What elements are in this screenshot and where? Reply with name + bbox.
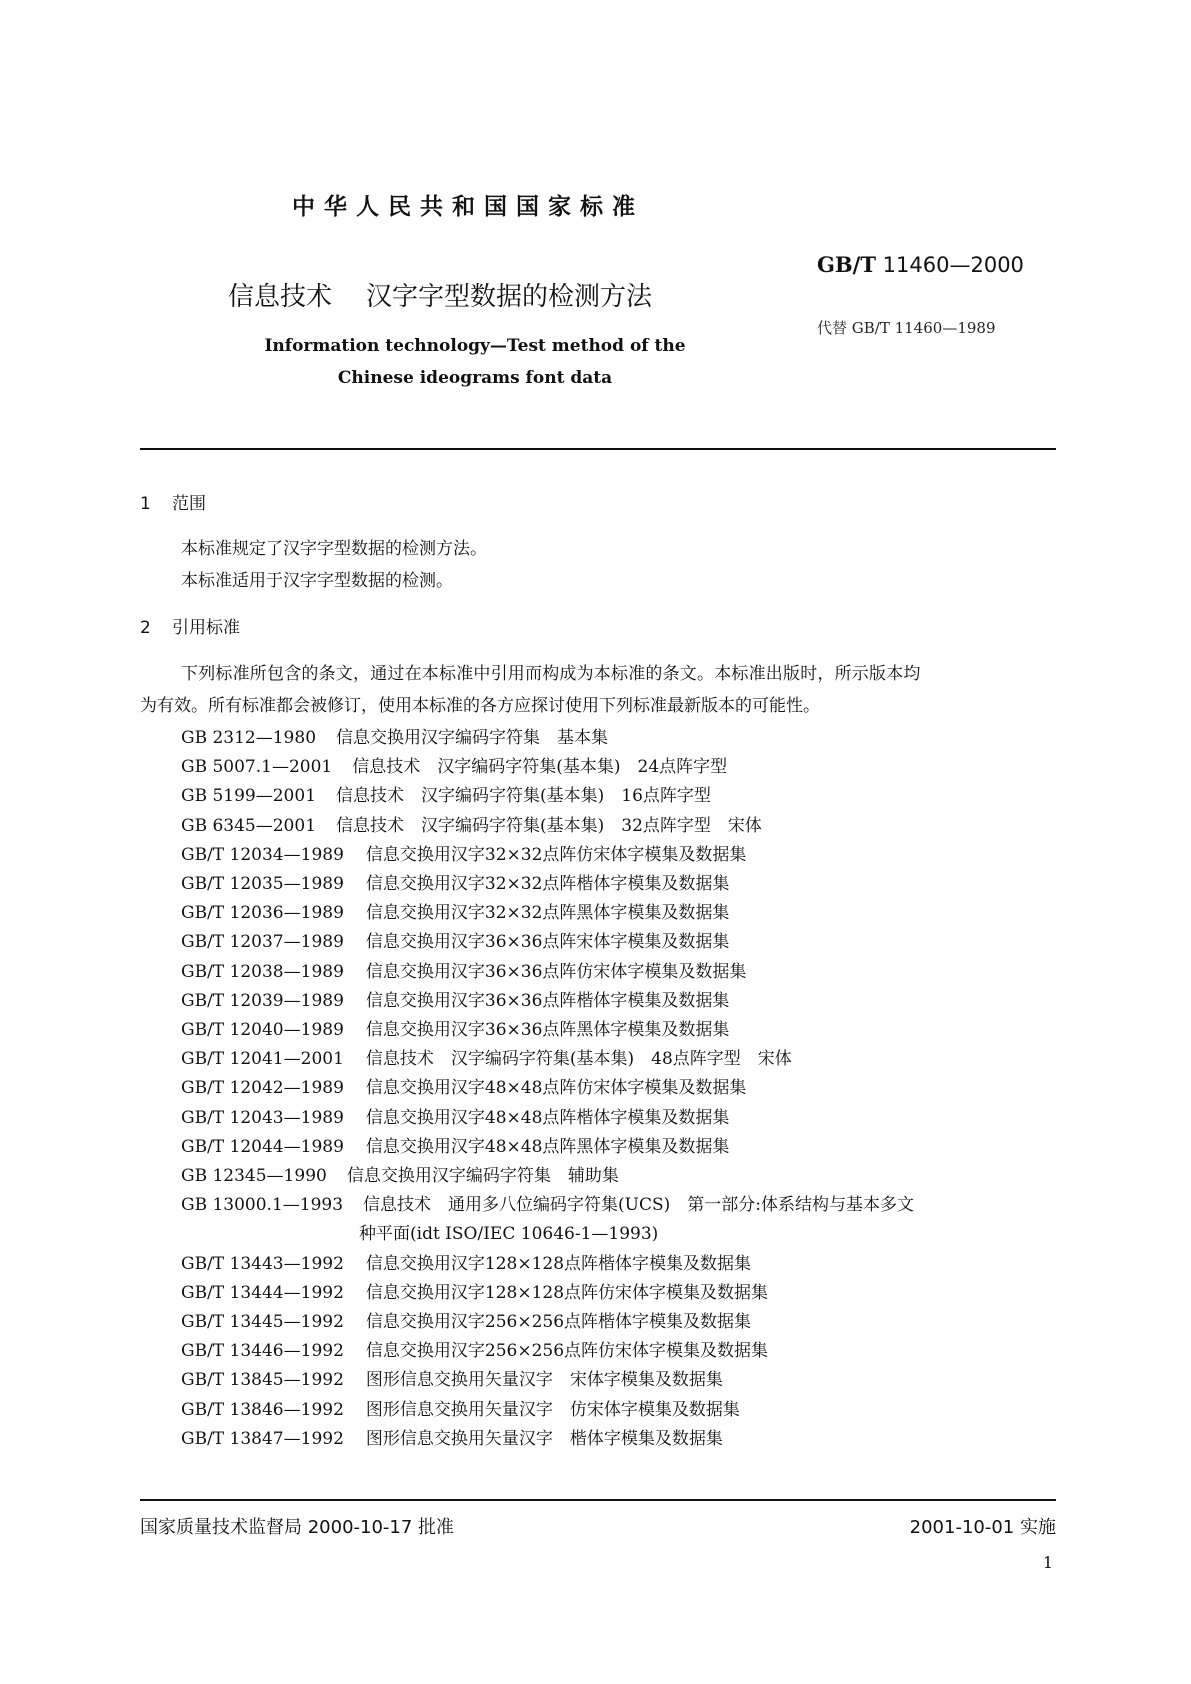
reference-title: 信息技术 汉字编码字符集(基本集) 16点阵字型 [336, 786, 711, 807]
reference-title: 信息交换用汉字256×256点阵仿宋体字模集及数据集 [365, 1341, 769, 1362]
reference-title: 信息技术 汉字编码字符集(基本集) 24点阵字型 [352, 757, 728, 778]
replaces-standard: 代替 GB/T 11460—1989 [817, 319, 996, 337]
reference-item [181, 957, 746, 982]
reference-item [181, 1132, 729, 1157]
chinese-title-part1: 信息技术 [228, 282, 333, 312]
reference-code: GB/T 12040—1989 [181, 1020, 344, 1040]
reference-title: 信息交换用汉字36×36点阵黑体字模集及数据集 [365, 1020, 730, 1040]
reference-code: GB/T 12041—2001 [181, 1049, 344, 1070]
reference-item [181, 811, 762, 836]
reference-title: 信息交换用汉字48×48点阵仿宋体字模集及数据集 [365, 1078, 747, 1099]
reference-item [181, 1336, 768, 1361]
page-number: 1 [1042, 1553, 1053, 1572]
reference-code: GB/T 13444—1992 [181, 1282, 344, 1303]
reference-item [181, 1395, 740, 1420]
reference-item [181, 1073, 746, 1098]
reference-item [181, 840, 746, 865]
reference-item [181, 898, 729, 923]
reference-code: GB/T 12039—1989 [181, 990, 344, 1011]
reference-item [181, 1190, 914, 1215]
reference-code: GB/T 13846—1992 [181, 1399, 344, 1420]
reference-item [181, 1278, 768, 1303]
approval-date: 国家质量技术监督局 2000-10-17 批准 [140, 1517, 455, 1538]
reference-title: 信息交换用汉字编码字符集 基本集 [336, 728, 609, 748]
reference-title: 信息交换用汉字128×128点阵楷体字模集及数据集 [365, 1253, 752, 1274]
reference-code: GB/T 12038—1989 [181, 961, 344, 982]
footer-divider [140, 1499, 1056, 1501]
reference-item [181, 1424, 723, 1449]
header-divider [140, 448, 1056, 450]
reference-item [181, 723, 608, 748]
reference-title: 信息交换用汉字36×36点阵仿宋体字模集及数据集 [365, 961, 747, 982]
section2-heading [140, 613, 240, 638]
reference-item [181, 927, 729, 952]
reference-title-continued: 种平面(idt ISO/IEC 10646-1—1993) [359, 1224, 659, 1245]
reference-item [181, 1161, 619, 1186]
reference-title: 信息交换用汉字48×48点阵楷体字模集及数据集 [365, 1107, 730, 1128]
reference-item [181, 781, 711, 806]
reference-title: 信息交换用汉字32×32点阵楷体字模集及数据集 [365, 874, 730, 894]
reference-code: GB 13000.1—1993 [181, 1195, 344, 1216]
reference-code: GB 5007.1—2001 [181, 757, 333, 778]
reference-code: GB 12345—1990 [181, 1166, 327, 1186]
standard-number [817, 252, 1024, 277]
section1-number: 1 [140, 494, 151, 514]
reference-item [181, 1015, 729, 1040]
reference-item [181, 1103, 729, 1128]
reference-title: 信息交换用汉字32×32点阵黑体字模集及数据集 [365, 903, 730, 924]
english-title-line1: Information technology—Test method of the [264, 336, 686, 356]
reference-code: GB 2312—1980 [181, 728, 317, 748]
reference-title: 信息技术 通用多八位编码字符集(UCS) 第一部分:体系结构与基本多文 [363, 1195, 915, 1216]
reference-code: GB/T 13847—1992 [181, 1428, 344, 1449]
reference-title: 信息交换用汉字128×128点阵仿宋体字模集及数据集 [365, 1282, 769, 1303]
effective-date: 2001-10-01 实施 [909, 1517, 1056, 1538]
reference-title: 信息交换用汉字36×36点阵宋体字模集及数据集 [365, 932, 730, 953]
reference-title: 信息交换用汉字36×36点阵楷体字模集及数据集 [365, 990, 730, 1011]
reference-item [181, 1365, 723, 1390]
reference-title: 图形信息交换用矢量汉字 仿宋体字模集及数据集 [365, 1399, 740, 1420]
standard-number-value: 11460—2000 [882, 253, 1024, 277]
reference-title: 信息交换用汉字48×48点阵黑体字模集及数据集 [365, 1136, 730, 1157]
reference-code: GB 6345—2001 [181, 815, 317, 836]
reference-title: 信息交换用汉字编码字符集 辅助集 [346, 1166, 619, 1186]
reference-item [181, 752, 727, 777]
reference-title: 图形信息交换用矢量汉字 楷体字模集及数据集 [365, 1428, 723, 1449]
reference-title: 图形信息交换用矢量汉字 宋体字模集及数据集 [365, 1370, 723, 1391]
national-standard-title: 中华人民共和国国家标准 [292, 194, 644, 220]
reference-code: GB/T 12042—1989 [181, 1078, 344, 1099]
reference-code: GB/T 13445—1992 [181, 1312, 344, 1332]
reference-item [181, 986, 729, 1011]
reference-code: GB/T 13446—1992 [181, 1341, 344, 1362]
english-title-line2: Chinese ideograms font data [337, 368, 613, 388]
section1-paragraph1: 本标准规定了汉字字型数据的检测方法。 [181, 539, 487, 559]
reference-code: GB/T 13845—1992 [181, 1370, 344, 1391]
section1-title: 范围 [172, 494, 206, 514]
section2-title: 引用标准 [172, 618, 240, 638]
reference-code: GB/T 12037—1989 [181, 932, 344, 953]
reference-item [181, 1249, 751, 1274]
reference-item-continuation [181, 1219, 658, 1244]
reference-title: 信息交换用汉字32×32点阵仿宋体字模集及数据集 [365, 844, 747, 865]
reference-code: GB/T 12043—1989 [181, 1107, 344, 1128]
reference-title: 信息技术 汉字编码字符集(基本集) 48点阵字型 宋体 [365, 1049, 792, 1070]
reference-code: GB/T 13443—1992 [181, 1253, 344, 1274]
section1-paragraph2: 本标准适用于汉字字型数据的检测。 [181, 571, 453, 591]
reference-title: 信息交换用汉字256×256点阵楷体字模集及数据集 [365, 1312, 752, 1332]
reference-item [181, 869, 729, 894]
standard-code: GB/T [817, 252, 876, 277]
chinese-title [228, 276, 652, 313]
reference-code: GB 5199—2001 [181, 786, 317, 807]
reference-code: GB/T 12044—1989 [181, 1136, 344, 1157]
reference-code: GB/T 12034—1989 [181, 844, 344, 865]
reference-code: GB/T 12036—1989 [181, 903, 344, 924]
chinese-title-part2: 汉字字型数据的检测方法 [366, 282, 653, 312]
reference-item [181, 1307, 751, 1332]
reference-code: GB/T 12035—1989 [181, 874, 344, 894]
section2-paragraph-line2: 为有效。所有标准都会被修订，使用本标准的各方应探讨使用下列标准最新版本的可能性。 [140, 696, 820, 716]
section1-heading [140, 489, 206, 514]
section2-number: 2 [140, 618, 151, 638]
section2-paragraph-line1: 下列标准所包含的条文，通过在本标准中引用而构成为本标准的条文。本标准出版时，所示版本均 [181, 664, 921, 684]
reference-item [181, 1044, 792, 1069]
reference-title: 信息技术 汉字编码字符集(基本集) 32点阵字型 宋体 [336, 815, 762, 836]
